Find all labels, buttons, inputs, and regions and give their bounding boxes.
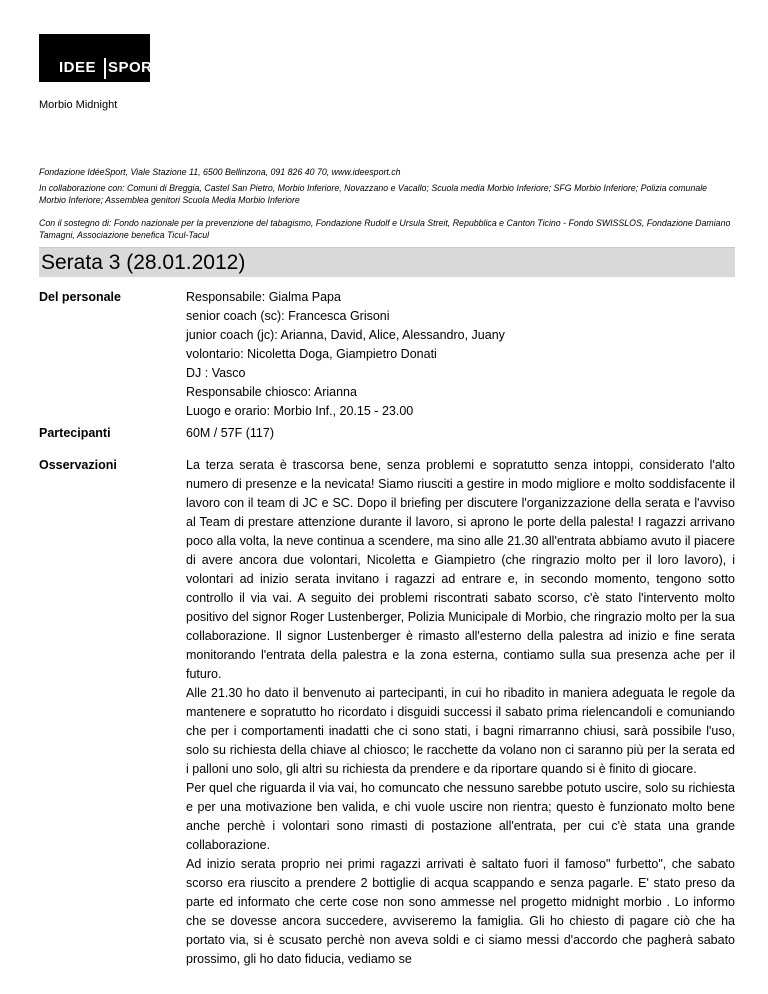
staff-line: Responsabile chiosco: Arianna xyxy=(186,385,357,399)
staff-line: DJ : Vasco xyxy=(186,366,246,380)
evening-title: Serata 3 (28.01.2012) xyxy=(41,251,246,274)
foundation-line: Fondazione IdéeSport, Viale Stazione 11, 6500 Bellinzona, 091 826 40 70, www.ideesport.ch xyxy=(39,167,401,177)
staff-line: Responsabile: Gialma Papa xyxy=(186,290,341,304)
ideesport-logo xyxy=(39,34,163,82)
observation-paragraph: La terza serata è trascorsa bene, senza problemi e sopratutto senza intoppi, considerato l'alto numero di presenze e la nevicata! Siamo riusciti a gestire in modo migliore e molto soddisfacente il lavoro con il team di JC e SC. Dopo il briefing per discutere l'organizzazione della serata e l'avviso al Team di prestare attenzione durante il lavoro, si aprono le porte della palesta! I ragazzi arrivano poco alla volta, la neve continua a scendere, ma sino alle 21.30 all'entrata abbiamo avuto il piacere di avere ancora due volontari, Nicoletta e Giampietro (che ringrazio molto per il loro lavoro), i volontari ad inizio serata invitano i ragazzi ad entrare e, in secondo momento, tengono sotto controllo il via vai. A seguito dei problemi riscontrati sabato scorso, c'è stato l'intervento molto positivo del signor Roger Lustenberger, Polizia Municipale di Morbio, che ringrazio molto per la sua collaborazione. Il signor Lustenberger è rimasto all'esterno della palestra ad inizio e fine serata monitorando l'entrata della palestra e la zona esterna, contiamo sulla sua presenza ache per il futuro. xyxy=(186,458,735,681)
observation-paragraph: Per quel che riguarda il via vai, ho comuncato che nessuno sarebbe potuto uscire, solo su richiesta e per una motivazione ben valida, e chi vuole uscire non rientra; questo è funzionato molto bene anche perchè i volontari sono rimasti di postazione all'entrata, per cui c'è stata una grande collaborazione. xyxy=(186,781,735,852)
observation-paragraph: Alle 21.30 ho dato il benvenuto ai partecipanti, in cui ho ribadito in maniera adeguata le regole da mantenere e sopratutto ho ricordato i disguidi successi il sabato prima rielencandoli e comuniando che per i comportamenti inadatti che ci sono stati, i bagni rimarranno chiusi, sarà possibile l'uso, solo su richiesta della chiave al chiosco; le racchette da volano non ci saranno più per la serata ed i palloni uno solo, gli altri su richiesta da prendere e da riportare quando si è finito di giocare. xyxy=(186,686,735,776)
logo-word-sport: SPORT xyxy=(108,59,163,76)
observations-text xyxy=(186,456,735,969)
observation-paragraph: Ad inizio serata proprio nei primi ragazzi arrivati è saltato fuori il famoso" furbetto", che sabato scorso era riuscito a prendere 2 bottiglie di acqua scappando e senza pagarle. E' stato preso da parte ed informato che certe cose non sono ammesse nel progetto midnight morbio . Lo informo che se dovesse ancora succedere, avviseremo la famiglia. Gli ho chiesto di pagare ciò che ha portato via, si è scusato perchè non aveva soldi e ci siamo messi d'accordo che pagherà sabato prossimo, gli ho dato fiducia, vediamo se xyxy=(186,857,735,966)
staff-line: junior coach (jc): Arianna, David, Alice, Alessandro, Juany xyxy=(186,328,505,342)
logo-word-idee: IDEE xyxy=(59,59,97,76)
project-name: Morbio Midnight xyxy=(39,99,118,111)
participants-label: Partecipanti xyxy=(39,426,111,440)
evening-title-bar xyxy=(39,247,735,277)
staff-line: senior coach (sc): Francesca Grisoni xyxy=(186,309,390,323)
collaboration-line: In collaborazione con: Comuni di Breggia, Castel San Pietro, Morbio Inferiore, Novazzano e Vacallo; Scuola media Morbio Inferiore; SFG Morbio Inferiore; Polizia comunale Morbio Inferiore; Assemblea genitori Scuola Media Morbio Inferiore xyxy=(39,183,708,205)
participants-value: 60M / 57F (117) xyxy=(186,426,275,440)
staff-line: Luogo e orario: Morbio Inf., 20.15 - 23.00 xyxy=(186,404,414,418)
staff-label: Del personale xyxy=(39,290,121,304)
observations-label: Osservazioni xyxy=(39,458,117,472)
support-line: Con il sostegno di: Fondo nazionale per la prevenzione del tabagismo, Fondazione Rudolf e Ursula Streit, Repubblica e Canton Ticino - Fondo SWISSLOS, Fondazione Damiano Tamagni, Associazione benefica Ticul-Tacul xyxy=(39,218,731,240)
logo-separator xyxy=(104,58,106,79)
staff-list xyxy=(186,288,735,421)
staff-line: volontario: Nicoletta Doga, Giampietro Donati xyxy=(186,347,437,361)
